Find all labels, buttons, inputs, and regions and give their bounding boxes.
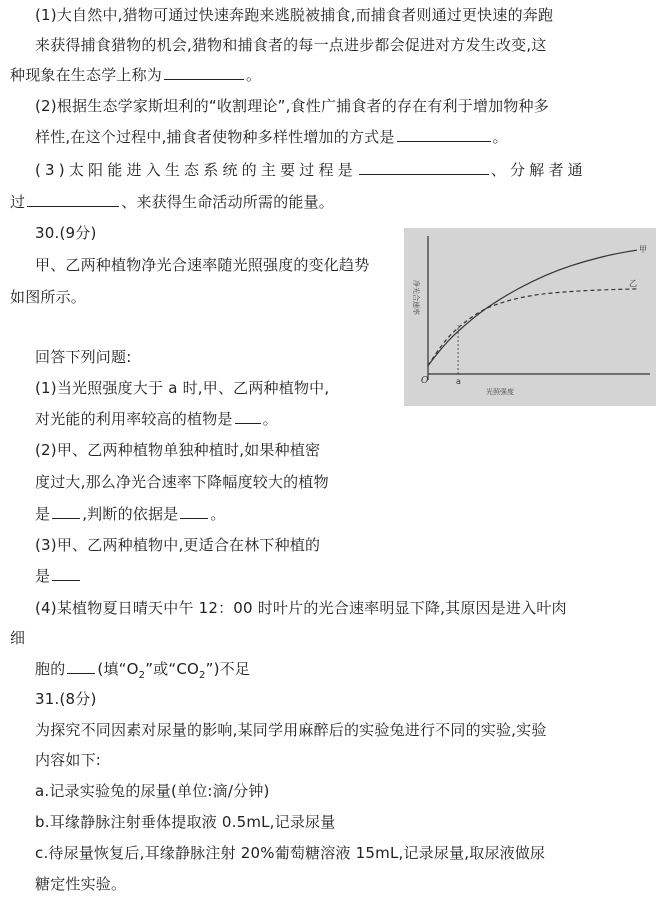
q29-1-line1: (1)大自然中,猎物可通过快速奔跑来逃脱被捕食,而捕食者则通过更快速的奔跑 (35, 6, 554, 24)
q30-3-line1: (3)甲、乙两种植物中,更适合在林下种植的 (35, 536, 321, 554)
q30-1-blank[interactable] (235, 409, 261, 424)
q30-2-blank2[interactable] (180, 504, 208, 519)
q29-2-end: 。 (492, 128, 508, 146)
q30-4-hint-a: (填“O (97, 660, 139, 678)
q31-item-c2: 糖定性实验。 (35, 875, 127, 893)
q29-3-text: (3)太阳能进入生态系统的主要过程是 (35, 161, 357, 179)
q29-1-end: 。 (246, 66, 262, 84)
origin-label: O (421, 376, 429, 386)
q30-3-blank[interactable] (52, 566, 80, 581)
q30-1-line1: (1)当光照强度大于 a 时,甲、乙两种植物中, (35, 379, 330, 397)
q29-3-blank1[interactable] (359, 160, 489, 175)
q31-item-c1: c.待尿量恢复后,耳缘静脉注射 20%葡萄糖溶液 15mL,记录尿量,取尿液做尿 (35, 844, 546, 862)
q30-4-hint-b: ”或“CO (145, 660, 200, 678)
q29-1-line3 (10, 65, 261, 85)
q29-1-text: 种现象在生态学上称为 (10, 66, 163, 84)
q30-prompt: 回答下列问题: (35, 348, 132, 366)
q30-1-end: 。 (262, 410, 278, 428)
q31-intro1: 为探究不同因素对尿量的影响,某同学用麻醉后的实验兔进行不同的实验,实验 (35, 721, 547, 739)
q30-intro1: 甲、乙两种植物净光合速率随光照强度的变化趋势 (35, 256, 370, 274)
q30-4-hint-c: ”)不足 (205, 660, 251, 678)
q29-1-line2: 来获得捕食猎物的机会,猎物和捕食者的每一点进步都会促进对方发生改变,这 (35, 36, 547, 54)
series-yi-label: 乙 (628, 278, 637, 288)
q30-2-line1: (2)甲、乙两种植物单独种植时,如果种植密 (35, 441, 321, 459)
q30-header: 30.(9分) (35, 224, 97, 242)
q29-2-line2 (35, 127, 508, 147)
q29-3-mid: 、分解者通 (490, 161, 587, 179)
x-axis-label: 光照强度 (486, 388, 514, 396)
q30-1-line2 (35, 409, 278, 429)
q30-4-sub2: 2 (199, 670, 206, 681)
q30-2-line3 (35, 504, 226, 524)
q30-4-sub1: 2 (138, 670, 146, 681)
q30-1-text: 对光能的利用率较高的植物是 (35, 410, 233, 428)
q30-2-blank1[interactable] (52, 504, 80, 519)
q30-4-line1: (4)某植物夏日晴天中午 12：00 时叶片的光合速率明显下降,其原因是进入叶肉 (35, 599, 567, 617)
q30-2-text-b: ,判断的依据是 (82, 505, 179, 523)
chart-svg (404, 228, 656, 406)
q30-2-line2: 度过大,那么净光合速率下降幅度较大的植物 (35, 473, 329, 491)
q31-header: 31.(8分) (35, 690, 97, 708)
q29-3-text2: 过 (10, 193, 26, 211)
q30-intro2: 如图所示。 (10, 288, 87, 306)
q29-2-line1: (2)根据生态学家斯坦利的“收割理论”,食性广捕食者的存在有利于增加物种多 (35, 97, 549, 115)
q31-intro2: 内容如下: (35, 751, 102, 769)
q31-item-a: a.记录实验兔的尿量(单位:滴/分钟) (35, 782, 270, 800)
q29-3-end: 、来获得生命活动所需的能量。 (121, 193, 335, 211)
q30-2-text-c: 。 (210, 505, 226, 523)
y-axis-label: 净光合速率 (412, 280, 420, 315)
q29-3-line1 (35, 160, 587, 180)
q31-item-b: b.耳缘静脉注射垂体提取液 0.5mL,记录尿量 (35, 813, 336, 831)
q30-3-text: 是 (35, 567, 51, 585)
q30-4-blank[interactable] (67, 659, 95, 674)
q30-4-line2: 细 (10, 629, 26, 647)
q30-4-line3 (35, 659, 250, 686)
photosynthesis-chart (404, 228, 656, 406)
q29-2-blank[interactable] (397, 127, 491, 142)
q29-3-blank2[interactable] (27, 192, 119, 207)
q29-1-blank[interactable] (164, 65, 244, 80)
q29-2-text: 样性,在这个过程中,捕食者使物种多样性增加的方式是 (35, 128, 395, 146)
q30-4-text: 胞的 (35, 660, 66, 678)
q29-3-line2 (10, 192, 334, 212)
a-tick-label: a (456, 377, 461, 386)
q30-3-line2 (35, 566, 82, 586)
q30-2-text-a: 是 (35, 505, 51, 523)
series-yi-line (428, 289, 637, 366)
series-jia-label: 甲 (638, 245, 647, 255)
series-jia-line (428, 250, 637, 366)
